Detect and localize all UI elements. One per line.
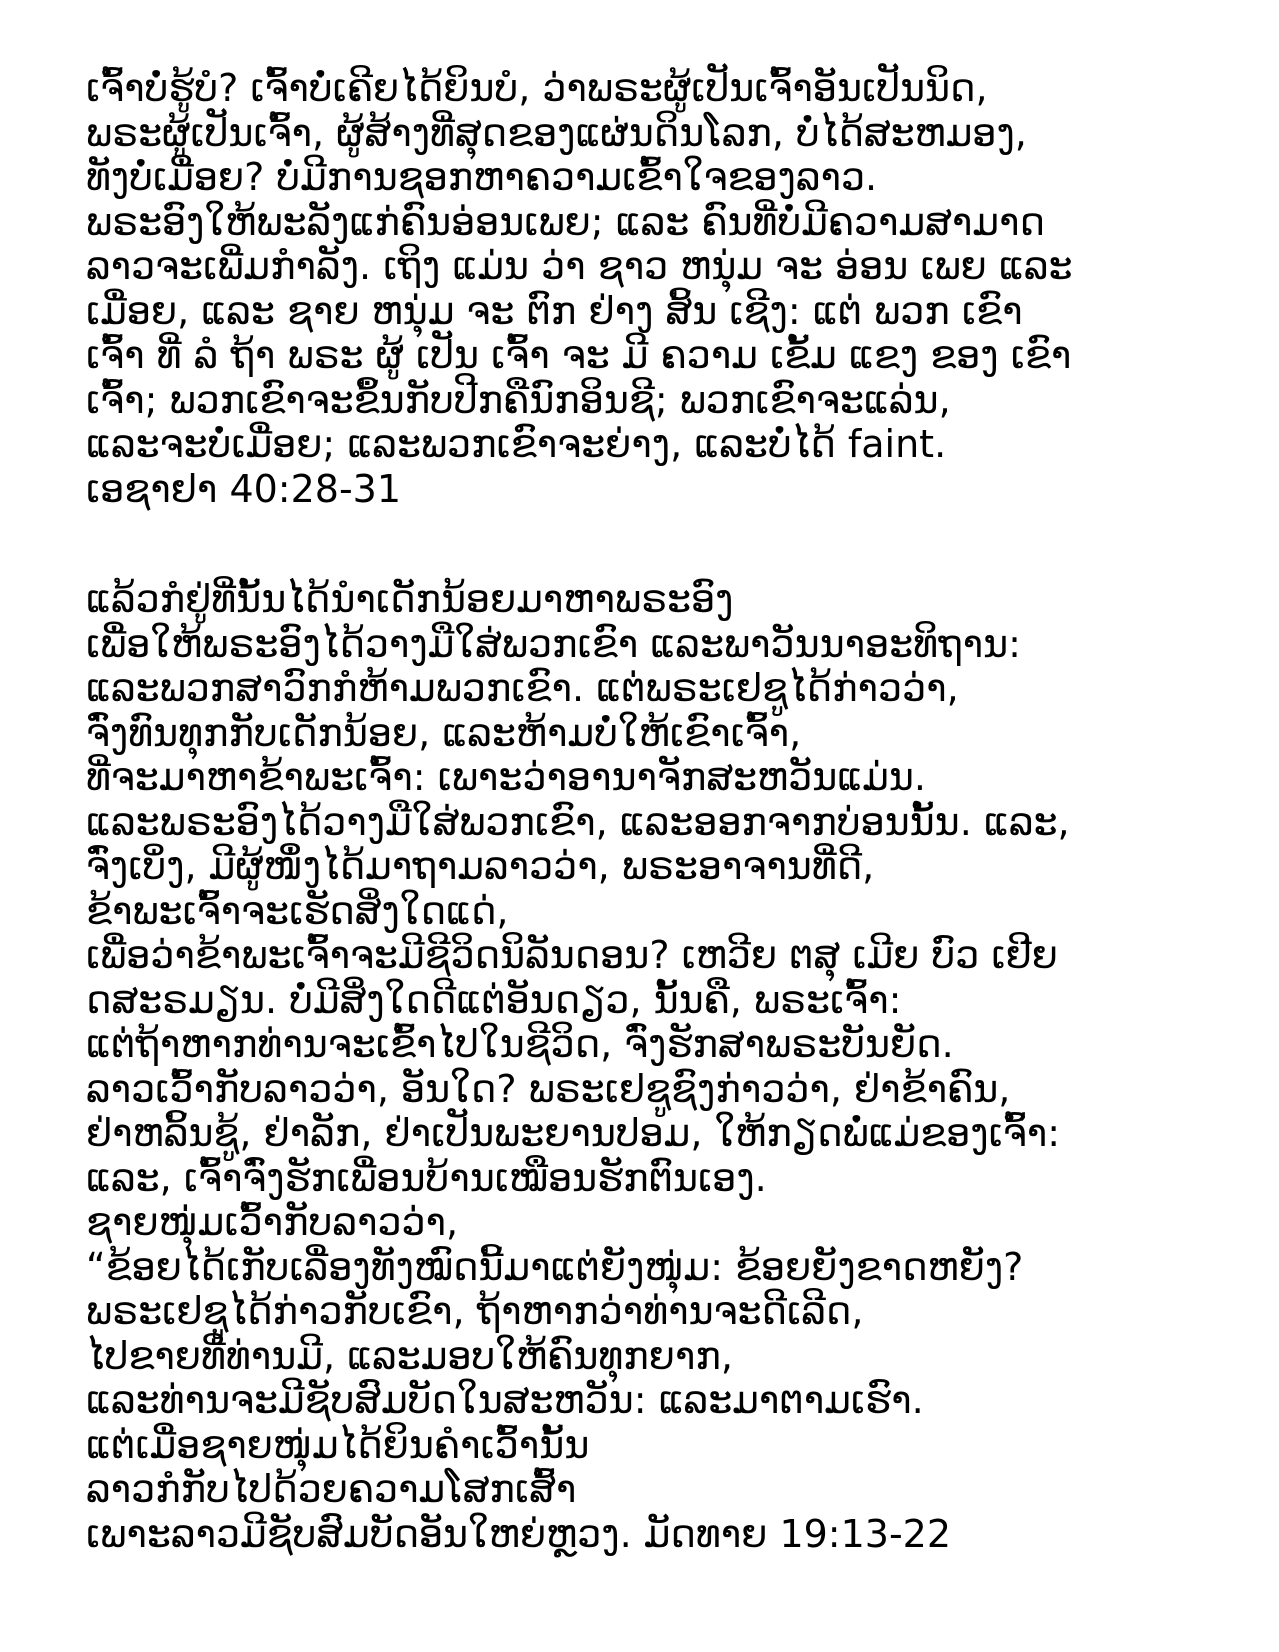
text-line: ເພື່ອວ່າຂ້າພະເຈົ້າຈະມີຊີວິດນິລັນດອນ? ເຫວີຍ ຕສຸ ເມີຍ ບົວ ເຢີຍ [86, 933, 1058, 977]
scripture-reference: ເອຊາຢາ 40:28-31 [86, 466, 402, 511]
text-line: ລາວຈະເພີ່ມກໍາລັງ. ເຖິງ ແມ່ນ ວ່າ ຊາວ ຫນຸ່ມ ຈະ ອ່ອນ ເພຍ ແລະ [86, 244, 1073, 288]
text-line: ຂ້າພະເຈົ້າຈະເຮັດສິ່ງໃດແດ່, [86, 888, 509, 933]
text-line: ຊາຍໜຸ່ມເວົ້າກັບລາວວ່າ, [86, 1200, 459, 1244]
text-line: ແຕ່ຖ້າຫາກທ່ານຈະເຂົ້າໄປໃນຊີວິດ, ຈົ່ງຮັກສາພຣະບັນຍັດ. [86, 1022, 954, 1066]
text-line: ລາວເວົ້າກັບລາວວ່າ, ອັນໃດ? ພຣະເຢຊູຊົງກ່າວວ່າ, ຢ່າຂ້າຄົນ, [86, 1066, 1011, 1111]
scripture-reference: ເພາະລາວມີຊັບສົມບັດອັນໃຫຍ່ຫຼວງ. ມັດທາຍ 19:13-22 [86, 1511, 952, 1556]
passage-matthew [86, 577, 1206, 1556]
text-line: ຈົ່ງທົນທຸກກັບເດັກນ້ອຍ, ແລະຫ້າມບໍ່ໃຫ້ເຂົາເຈົ້າ, [86, 710, 802, 755]
text-line: ດສະຣມຽນ. ບໍ່ມີສິ່ງໃດດີແຕ່ອັນດຽວ, ນັ້ນຄື, ພຣະເຈົ້າ: [86, 977, 902, 1022]
document-page [86, 66, 1206, 1556]
text-line: ແລະ, ເຈົ້າຈົ່ງຮັກເພື່ອນບ້ານເໝືອນຮັກຕົນເອງ. [86, 1155, 767, 1200]
text-line: ທີ່ຈະມາຫາຂ້າພະເຈົ້າ: ເພາະວ່າອານາຈັກສະຫວັນແມ່ນ. [86, 755, 927, 799]
text-line: ພຣະເຢຊູໄດ້ກ່າວກັບເຂົາ, ຖ້າຫາກວ່າທ່ານຈະດີເລີດ, [86, 1289, 864, 1333]
text-line: “ຂ້ອຍໄດ້ເກັບເລື່ອງທັງໝົດນີ້ມາແຕ່ຍັງໜຸ່ມ: ຂ້ອຍຍັງຂາດຫຍັງ? [86, 1244, 1024, 1289]
text-line: ຢ່າຫລິ້ນຊູ້, ຢ່າລັກ, ຢ່າເປັນພະຍານປອມ, ໃຫ້ກຽດພໍ່ແມ່ຂອງເຈົ້າ: [86, 1111, 1061, 1155]
text-line: ແລະຈະບໍ່ເມື່ອຍ; ແລະພວກເຂົາຈະຍ່າງ, ແລະບໍ່ໄດ້ faint. [86, 422, 947, 466]
text-line: ແລ້ວກໍຢູ່ທີ່ນັ້ນໄດ້ນໍາເດັກນ້ອຍມາຫາພຣະອົງ [86, 577, 734, 621]
text-line: ໄປຂາຍທີ່ທ່ານມີ, ແລະມອບໃຫ້ຄົນທຸກຍາກ, [86, 1333, 733, 1378]
passage-isaiah [86, 66, 1206, 511]
text-line: ແລະພວກສາວົກກໍຫ້າມພວກເຂົາ. ແຕ່ພຣະເຢຊູໄດ້ກ່າວວ່າ, [86, 666, 959, 710]
text-line: ລາວກໍກັບໄປດ້ວຍຄວາມໂສກເສົ້າ [86, 1467, 577, 1511]
text-line: ແລະພຣະອົງໄດ້ວາງມືໃສ່ພວກເຂົາ, ແລະອອກຈາກບ່ອນນັ້ນ. ແລະ, [86, 799, 1070, 844]
text-line: ເພື່ອໃຫ້ພຣະອົງໄດ້ວາງມືໃສ່ພວກເຂົາ ແລະພາວັນນາອະທິຖານ: [86, 621, 1021, 666]
text-line: ທັງບໍ່ເມື່ອຍ? ບໍ່ມີການຊອກຫາຄວາມເຂົ້າໃຈຂອງລາວ. [86, 155, 878, 199]
text-line: ເຈົ້າບໍ່ຮູ້ບໍ? ເຈົ້າບໍ່ເຄີຍໄດ້ຍິນບໍ, ວ່າພຣະຜູ້ເປັນເຈົ້າອັນເປັນນິດ, [86, 66, 988, 110]
text-line: ແຕ່ເມື່ອຊາຍໜຸ່ມໄດ້ຍິນຄໍາເວົ້ານັ້ນ [86, 1422, 590, 1467]
text-line: ເຈົ້າ ທີ່ ລໍ ຖ້າ ພຣະ ຜູ້ ເປັນ ເຈົ້າ ຈະ ມີ ຄວາມ ເຂັ້ມ ແຂງ ຂອງ ເຂົາ [86, 333, 1072, 377]
paragraph-gap [86, 511, 1206, 577]
text-line: ເມື່ອຍ, ແລະ ຊາຍ ຫນຸ່ມ ຈະ ຕົກ ຢ່າງ ສິ້ນ ເຊີງ: ແຕ່ ພວກ ເຂົາ [86, 288, 1023, 333]
text-line: ພຣະອົງໃຫ້ພະລັງແກ່ຄົນອ່ອນເພຍ; ແລະ ຄົນທີ່ບໍ່ມີຄວາມສາມາດ [86, 199, 1045, 244]
text-line: ແລະທ່ານຈະມີຊັບສົມບັດໃນສະຫວັນ: ແລະມາຕາມເຮົາ. [86, 1378, 924, 1422]
text-line: ເຈົ້າ; ພວກເຂົາຈະຂຶ້ນກັບປີກຄືນົກອິນຊີ; ພວກເຂົາຈະແລ່ນ, [86, 377, 951, 422]
text-line: ຈົ່ງເບິ່ງ, ມີຜູ້ໜຶ່ງໄດ້ມາຖາມລາວວ່າ, ພຣະອາຈານທີ່ດີ, [86, 844, 875, 888]
text-line: ພຣະຜູ້ເປັນເຈົ້າ, ຜູ້ສ້າງທີ່ສຸດຂອງແຜ່ນດິນໂລກ, ບໍ່ໄດ້ສະຫມອງ, [86, 110, 1027, 155]
